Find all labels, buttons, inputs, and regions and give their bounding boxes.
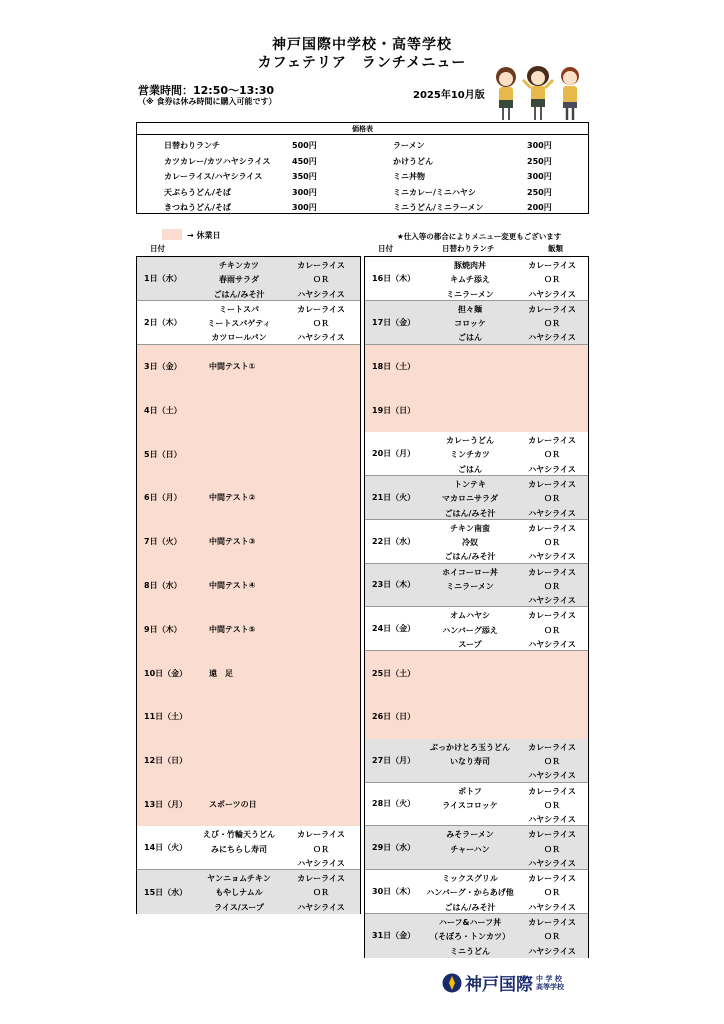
holiday-row [137,388,360,432]
menu-day-row [365,914,588,958]
price-item-name: ラーメン [393,141,425,150]
business-hours: 営業時間：12:50～13:30 [138,84,275,97]
rice-options [520,872,584,915]
rice-options [289,259,353,302]
rice-item: ハヤシライス [297,858,345,868]
daily-lunch [415,872,525,915]
day-date: 28日（火） [372,799,416,809]
holiday-row [137,739,360,783]
lunch-item: いなり寿司 [450,757,490,767]
lunch-item: ミニうどん [450,946,490,956]
rice-item: ＯＲ [544,800,560,810]
holiday-event: スポーツの日 [209,799,257,809]
price-table [136,122,589,214]
price-item-name: ミニカレー/ミニハヤシ [393,187,476,197]
rice-item: ハヤシライス [528,508,576,518]
menu-day-row [365,432,588,476]
holiday-row [365,695,588,739]
lunch-item: カレーうどん [446,436,494,446]
school-emblem-icon [442,973,462,993]
lunch-item: オムハヤシ [450,611,490,621]
calendar-right [364,256,589,958]
rice-item: ハヤシライス [297,333,345,343]
rice-options [520,828,584,871]
price-row [137,200,588,216]
rice-options [520,785,584,828]
rice-item: カレーライス [528,917,576,927]
holiday-row [137,564,360,608]
rice-item: ハヤシライス [528,858,576,868]
daily-lunch [415,916,525,959]
lunch-item: コロッケ [454,319,486,329]
rice-item: ＯＲ [313,888,329,898]
price-row [137,154,588,170]
price-item-name: きつねうどん/そば [164,203,231,212]
menu-change-notice: ★仕入等の都合によりメニュー変更もございます [397,232,562,241]
lunch-item: もやしナムル [215,888,263,898]
lunch-item: スープ [458,639,482,649]
day-date: 15日（水） [144,887,188,897]
day-date: 25日（土） [372,668,416,678]
daily-lunch [415,828,525,871]
holiday-event: 遠 足 [209,668,233,678]
rice-item: カレーライス [297,261,345,270]
logo-sub-senior: 高等学校 [536,981,564,991]
rice-options [289,828,353,871]
price-item-name: 日替わりランチ [164,141,220,150]
rice-item: ハヤシライス [528,596,576,606]
lunch-item [415,813,525,827]
mascot-girl-1 [496,67,516,120]
daily-lunch [184,303,294,346]
lunch-item: チキン南蛮 [450,523,490,533]
price-item-name: カレーライス/ハヤシライス [164,172,263,181]
rice-item: カレーライス [297,304,345,314]
rice-item: ハヤシライス [297,902,345,912]
logo-subtext [536,975,564,991]
lunch-item: マカロニサラダ [442,494,498,504]
right-lunch-header: 日替わりランチ [442,244,495,253]
daily-lunch [415,434,525,477]
holiday-legend-swatch [162,229,182,240]
day-date: 9日（木） [144,624,182,634]
daily-lunch [184,872,294,915]
lunch-item: （そぼろ・トンカツ） [430,932,510,942]
lunch-item [415,594,525,608]
rice-options [520,259,584,302]
daily-lunch [415,303,525,346]
rice-item: カレーライス [297,830,345,840]
menu-day-row [137,257,360,301]
day-date: 26日（日） [372,712,416,722]
price-item-price: 300円 [527,141,552,150]
rice-options [520,916,584,959]
lunch-item: キムチ添え [450,275,490,285]
day-date: 14日（火） [144,843,188,853]
day-date: 4日（土） [144,405,182,415]
mascot-illustration [488,64,588,122]
rice-item: ハヤシライス [528,289,576,299]
lunch-item: ごはん/みそ汁 [444,902,496,912]
holiday-row [137,783,360,827]
lunch-item: ヤンニョムチキン [207,874,271,884]
rice-item: ＯＲ [313,275,329,285]
rice-item: ＯＲ [544,319,560,329]
price-item-name: カツカレー/カツハヤシライス [164,156,271,166]
rice-item: ハヤシライス [297,289,345,299]
holiday-row [137,520,360,564]
lunch-item: ぶっかけとろ玉うどん [430,742,510,752]
rice-item: カレーライス [528,874,576,884]
rice-item: ハヤシライス [528,552,576,562]
logo-name: 神戸国際 [465,975,533,995]
lunch-item: ライス/スープ [214,902,264,912]
rice-options [520,609,584,652]
mascot-girl-2 [523,66,553,120]
rice-item: ＯＲ [313,319,329,329]
price-item-name: ミニ丼物 [393,172,425,181]
rice-item: ＯＲ [544,932,560,942]
holiday-row [137,607,360,651]
calendar-left [136,256,361,914]
lunch-item: ハーフ&ハーフ丼 [438,917,502,927]
rice-item: カレーライス [528,611,576,621]
lunch-item [184,857,294,871]
daily-lunch [415,785,525,828]
holiday-row [137,476,360,520]
day-date: 20日（月） [372,449,416,459]
price-item-name: 天ぷらうどん/そば [164,187,231,197]
lunch-item: ミートスパ [219,304,259,314]
holiday-event: 中間テスト② [209,493,256,503]
menu-day-row [365,257,588,301]
day-date: 19日（日） [372,405,416,415]
rice-options [520,478,584,521]
left-date-header: 日付 [150,244,165,253]
daily-lunch [184,828,294,871]
menu-day-row [365,301,588,345]
right-rice-header: 飯類 [548,244,563,253]
holiday-row [365,651,588,695]
price-row [137,185,588,201]
menu-day-row [365,564,588,608]
day-date: 22日（水） [372,536,416,546]
rice-item: ＯＲ [544,757,560,767]
day-date: 21日（火） [372,492,416,502]
rice-item: カレーライス [528,304,576,314]
day-date: 24日（金） [372,624,416,634]
lunch-item: チキンカツ [219,261,259,270]
lunch-item: えび・竹輪天うどん [203,830,275,840]
holiday-row [137,651,360,695]
day-date: 7日（火） [144,537,182,547]
price-row [137,138,588,154]
daily-lunch [415,259,525,302]
menu-day-row [137,870,360,914]
lunch-item: 春雨サラダ [219,275,259,285]
day-date: 1日（水） [144,273,182,283]
day-date: 6日（月） [144,493,182,503]
rice-item: カレーライス [528,567,576,577]
rice-item: ハヤシライス [528,946,576,956]
menu-day-row [365,783,588,827]
rice-item: カレーライス [528,742,576,752]
rice-options [520,741,584,784]
rice-item: カレーライス [528,786,576,796]
lunch-item [415,857,525,871]
day-date: 18日（土） [372,361,416,371]
price-item-price: 300円 [292,187,317,197]
rice-item: カレーライス [528,436,576,446]
lunch-item: トンテキ [454,479,486,489]
rice-options [520,434,584,477]
lunch-item: ライスコロッケ [442,800,498,810]
holiday-legend-label: → 休業日 [187,231,221,240]
rice-item: カレーライス [528,523,576,533]
rice-item: ハヤシライス [528,464,576,474]
mascot-boy [561,67,579,120]
menu-day-row [137,301,360,345]
rice-options [520,522,584,565]
holiday-row [365,388,588,432]
menu-day-row [365,607,588,651]
lunch-item: 担々麺 [458,304,482,314]
rice-item: カレーライス [528,479,576,489]
day-date: 29日（水） [372,843,416,853]
day-date: 31日（金） [372,931,416,941]
rice-item: ＯＲ [313,844,329,854]
rice-item: ハヤシライス [528,902,576,912]
price-item-price: 250円 [527,187,552,197]
rice-item: ＯＲ [544,844,560,854]
logo-sub-junior: 中 学 校 [536,973,562,983]
holiday-event: 中間テスト① [209,361,256,371]
lunch-item: ごはん/みそ汁 [444,552,496,562]
lunch-item [415,769,525,783]
lunch-item: 冷奴 [462,538,478,548]
lunch-item: ごはん [458,464,482,474]
holiday-row [137,345,360,389]
price-item-name: かけうどん [393,156,433,166]
holiday-row [137,695,360,739]
day-date: 30日（木） [372,887,416,897]
rice-options [520,303,584,346]
menu-day-row [365,520,588,564]
lunch-item: ポトフ [458,786,482,796]
rice-item: ＯＲ [544,494,560,504]
lunch-item: ごはん [458,333,482,343]
lunch-item: ミンチカツ [450,450,490,460]
daily-lunch [415,522,525,565]
day-date: 12日（日） [144,756,188,766]
daily-lunch [415,609,525,652]
lunch-item: ミニラーメン [446,289,494,299]
rice-item: カレーライス [528,830,576,840]
menu-day-row [137,826,360,870]
holiday-event: 中間テスト③ [209,537,256,547]
rice-item: ハヤシライス [528,815,576,825]
rice-item: ＯＲ [544,450,560,460]
daily-lunch [415,741,525,784]
right-date-header: 日付 [378,244,393,253]
holiday-row [137,432,360,476]
price-item-price: 500円 [292,141,317,150]
lunch-item: チャーハン [450,844,490,854]
lunch-item: みそラーメン [446,830,494,840]
rice-item: ＯＲ [544,275,560,285]
price-table-body [137,135,588,216]
rice-item: ハヤシライス [528,771,576,781]
rice-item: カレーライス [297,874,345,884]
holiday-event: 中間テスト④ [209,580,256,590]
day-date: 23日（木） [372,580,416,590]
rice-item: ハヤシライス [528,333,576,343]
price-item-price: 200円 [527,203,552,212]
lunch-item: 豚焼肉丼 [454,261,486,270]
rice-item: ＯＲ [544,581,560,591]
day-date: 3日（金） [144,361,182,371]
page-title: カフェテリア ランチメニュー [257,55,467,71]
price-item-price: 300円 [292,203,317,212]
day-date: 8日（水） [144,580,182,590]
day-date: 27日（月） [372,755,416,765]
day-date: 17日（金） [372,317,416,327]
daily-lunch [184,259,294,302]
edition-label: 2025年10月版 [413,90,485,101]
day-date: 16日（木） [372,273,416,283]
menu-day-row [365,476,588,520]
lunch-item: ハンバーグ・からあげ他 [426,888,514,898]
lunch-item: みにちらし寿司 [211,844,267,854]
price-item-price: 250円 [527,156,552,166]
lunch-item: ごはん/みそ汁 [213,289,265,299]
price-item-price: 300円 [527,172,552,181]
day-date: 13日（月） [144,799,188,809]
rice-options [289,303,353,346]
day-date: 5日（日） [144,449,182,459]
rice-item: ＯＲ [544,538,560,548]
day-date: 10日（金） [144,668,188,678]
price-item-price: 350円 [292,172,317,181]
menu-day-row [365,739,588,783]
menu-day-row [365,826,588,870]
price-row [137,169,588,185]
holiday-row [365,345,588,389]
lunch-item: ハンバーグ添え [442,625,498,635]
rice-options [289,872,353,915]
school-logo [442,970,564,995]
day-date: 11日（土） [144,712,188,722]
lunch-item: ミートスパゲティ [207,319,271,329]
lunch-item: ミニラーメン [446,581,494,591]
lunch-item: ミックスグリル [442,874,498,884]
menu-day-row [365,870,588,914]
rice-item: ＯＲ [544,625,560,635]
price-item-price: 450円 [292,156,317,166]
rice-options [520,566,584,609]
daily-lunch [415,566,525,609]
lunch-item: カツロールパン [211,333,267,343]
lunch-item: ごはん/みそ汁 [444,508,496,518]
price-table-title: 価格表 [137,123,588,135]
price-item-name: ミニうどん/ミニラーメン [393,203,484,212]
school-name: 神戸国際中学校・高等学校 [272,37,452,53]
lunch-item: ホイコーロー丼 [442,567,498,577]
holiday-event: 中間テスト⑤ [209,624,256,634]
daily-lunch [415,478,525,521]
ticket-note: （※ 食券は休み時間に購入可能です） [138,97,277,106]
rice-item: ＯＲ [544,888,560,898]
rice-item: カレーライス [528,261,576,270]
day-date: 2日（木） [144,317,182,327]
rice-item: ハヤシライス [528,639,576,649]
